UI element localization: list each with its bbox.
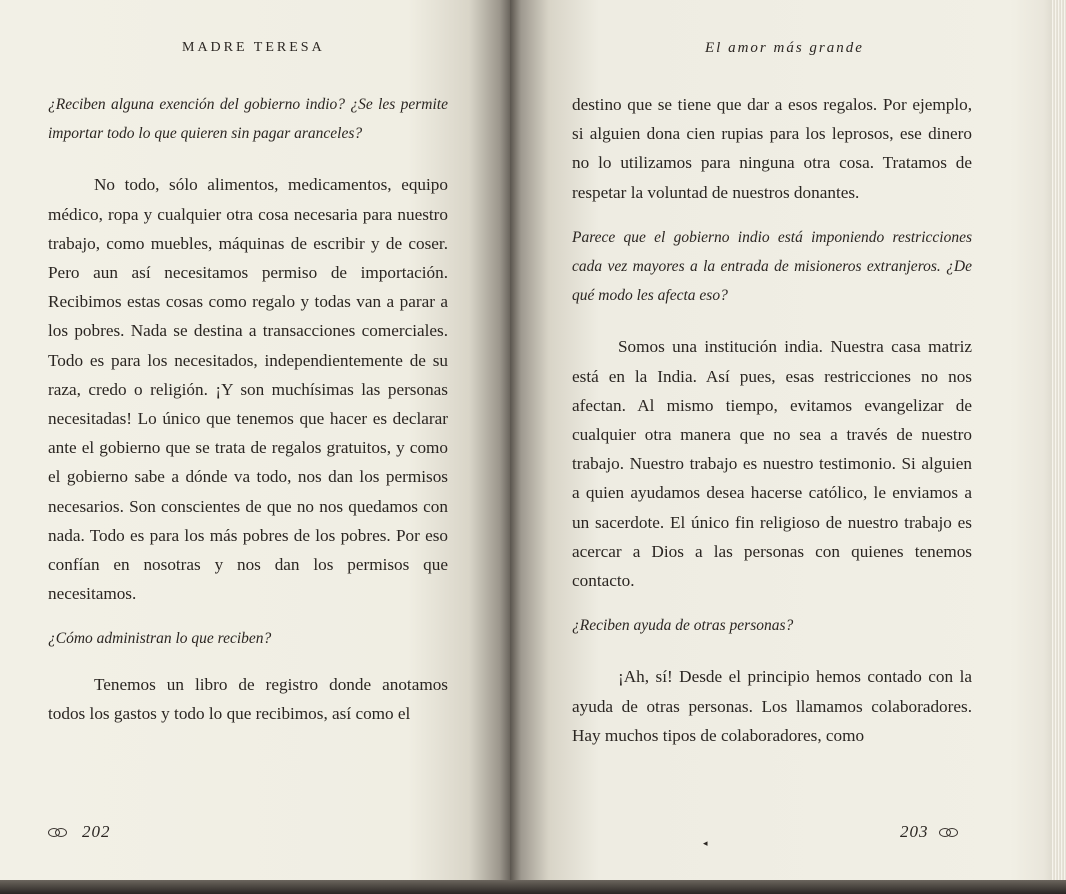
left-page-text: [48, 90, 448, 728]
answer-exemption: No todo, sólo alimentos, medicamentos, equipo médico, ropa y cualquier otra cosa necesaria para nuestro trabajo, como muebles, máquinas de escribir y de coser. Pero aun así necesitamos permiso de importación. Recibimos estas cosas como regalo y todas van a parar a los pobres. Nada se destina a transacciones comerciales. Todo es para los necesitados, independientemente de su raza, credo o religión. ¡Y son muchísimas las personas necesitadas! Lo único que tenemos que hacer es declarar ante el gobierno que se trata de regalos gratuitos, y como el gobierno sabe a dónde va todo, nos dan los permisos necesarios. Son conscientes de que no nos quedamos con nada. Todo es para los más pobres de los pobres. Por eso confían en nosotras y nos dan los permisos que necesitamos.: [48, 175, 448, 604]
left-page: [0, 0, 510, 880]
question-exemption: ¿Reciben alguna exención del gobierno indio? ¿Se les permite importar todo lo que quieren sin pagar aranceles?: [48, 96, 448, 143]
answer-administration: Tenemos un libro de registro donde anotamos todos los gastos y todo lo que recibimos, así como el: [48, 674, 448, 723]
right-page-text: [572, 90, 972, 750]
answer-help: ¡Ah, sí! Desde el principio hemos contado con la ayuda de otras personas. Los llamamos colaboradores. Hay muchos tipos de colaboradores, como: [572, 667, 972, 745]
page-fore-edge: [1052, 0, 1066, 880]
ornament-icon: [48, 827, 68, 837]
page-number-left: [48, 822, 111, 842]
scan-bottom-edge: [0, 880, 1066, 894]
running-head-right: El amor más grande: [705, 40, 864, 56]
continuation-paragraph: destino que se tiene que dar a esos regalos. Por ejemplo, si alguien dona cien rupias para los leprosos, ese dinero no lo utilizamos para ninguna otra cosa. Tratamos de respetar la voluntad de nuestros donantes.: [572, 95, 972, 202]
answer-restrictions: Somos una institución india. Nuestra casa matriz está en la India. Así pues, esas restricciones no nos afectan. Al mismo tiempo, evitamos evangelizar de cualquier otra manera que no sea a través de nuestro trabajo. Nuestro trabajo es nuestro testimonio. Si alguien a quien ayudamos desea hacerse católico, le enviamos a un sacerdote. El único fin religioso de nuestro trabajo es acercar a Dios a las personas con quienes tenemos contacto.: [572, 337, 972, 591]
page-number-right: [900, 822, 959, 842]
question-administration: ¿Cómo administran lo que reciben?: [48, 630, 272, 648]
ornament-icon: [939, 827, 959, 837]
question-restrictions: Parece que el gobierno indio está imponiendo restricciones cada vez mayores a la entrada de misioneros extranjeros. ¿De qué modo les afecta eso?: [572, 228, 972, 305]
bottom-mark-icon: ◂: [703, 838, 708, 848]
question-help: ¿Reciben ayuda de otras personas?: [572, 617, 794, 635]
running-head-left: MADRE TERESA: [182, 40, 325, 55]
page-number-right-text: 203: [900, 822, 929, 841]
page-number-left-text: 202: [82, 822, 111, 841]
